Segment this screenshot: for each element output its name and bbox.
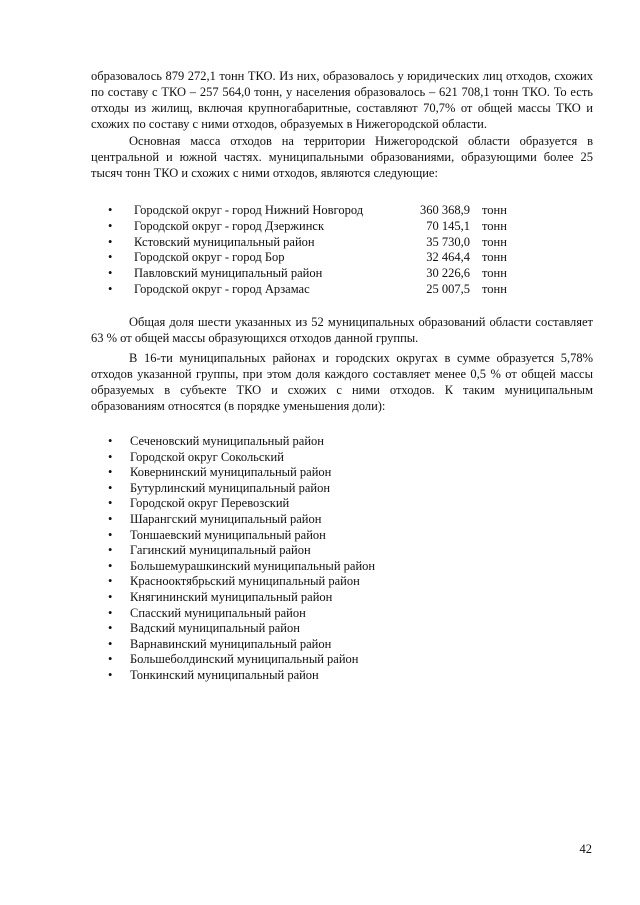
- list-item: [108, 559, 508, 575]
- list-item: [108, 606, 508, 622]
- paragraph-text: В 16-ти муниципальных районах и городских округах в сумме образуется 5,78% отходов указанной группы, при этом доля каждого составляет менее 0,5 % от общей массы образуемых в субъекте ТКО и схожих с ними отходов. К таким муниципальным образованиям относятся (в порядке уменьшения доли):: [91, 351, 593, 413]
- waste-amount: 360 368,9: [420, 203, 470, 217]
- paragraph-main-mass: [91, 133, 593, 181]
- municipality-name: Большемурашкинский муниципальный район: [130, 558, 376, 573]
- list-item: [108, 668, 508, 684]
- list-item: [108, 465, 508, 481]
- list-item: [108, 652, 508, 668]
- paragraph-text: Общая доля шести указанных из 52 муниципальных образований области составляет 63 % от общей массы образующихся отходов данной группы.: [91, 315, 593, 345]
- paragraph-small-municipalities: [91, 350, 593, 414]
- bullet-icon: •: [108, 636, 113, 651]
- list-item: [108, 203, 508, 219]
- paragraph-share: [91, 314, 593, 346]
- bullet-icon: •: [108, 667, 113, 682]
- list-item: [108, 512, 508, 528]
- paragraph-text: образовалось 879 272,1 тонн ТКО. Из них, образовалось у юридических лиц отходов, схожих по составу с ТКО – 257 564,0 тонн, у населения образовалось – 621 708,1 тонн ТКО. То есть отходы из жилищ, включая крупногабаритные, составляют 70,7% от общей массы ТКО и схожих по составу с ними отходов, образуемых в Нижегородской области.: [91, 69, 593, 131]
- municipality-name: Тонкинский муниципальный район: [130, 667, 319, 682]
- list-item: [108, 266, 508, 282]
- bullet-icon: •: [108, 465, 113, 480]
- bullet-icon: •: [108, 652, 113, 667]
- bullet-icon: •: [108, 574, 113, 589]
- list-item: [108, 434, 508, 450]
- list-item: [108, 496, 508, 512]
- municipality-name: Вадский муниципальный район: [130, 621, 300, 636]
- list-item: [108, 590, 508, 606]
- municipality-name: Тоншаевский муниципальный район: [130, 527, 326, 542]
- municipality-name: Большеболдинский муниципальный район: [130, 652, 359, 667]
- municipality-name: Бутурлинский муниципальный район: [130, 480, 331, 495]
- list-item: [108, 543, 508, 559]
- municipality-name: Гагинский муниципальный район: [130, 543, 311, 558]
- bullet-icon: •: [108, 589, 113, 604]
- list-item: [108, 528, 508, 544]
- municipality-name: Краснооктябрьский муниципальный район: [130, 574, 360, 589]
- municipality-name: Сеченовский муниципальный район: [130, 434, 324, 448]
- bullet-icon: •: [108, 266, 113, 281]
- list-item: [108, 621, 508, 637]
- bullet-icon: •: [108, 449, 113, 464]
- municipality-name: Городской округ - город Арзамас: [134, 281, 310, 296]
- bullet-icon: •: [108, 250, 113, 265]
- list-item: [108, 219, 508, 235]
- waste-amount: 25 007,5: [426, 281, 470, 296]
- bullet-icon: •: [108, 218, 113, 233]
- top-municipalities-list: [108, 203, 508, 298]
- municipality-name: Городской округ - город Дзержинск: [134, 218, 325, 233]
- municipality-name: Городской округ - город Бор: [134, 250, 285, 265]
- waste-unit: тонн: [482, 250, 507, 265]
- list-item: [108, 481, 508, 497]
- municipality-name: Городской округ Перевозский: [130, 496, 290, 511]
- municipality-name: Варнавинский муниципальный район: [130, 636, 332, 651]
- municipality-name: Ковернинский муниципальный район: [130, 465, 332, 480]
- waste-amount: 32 464,4: [426, 250, 470, 265]
- bullet-icon: •: [108, 511, 113, 526]
- municipality-name: Шарангский муниципальный район: [130, 511, 322, 526]
- bullet-icon: •: [108, 480, 113, 495]
- waste-unit: тонн: [482, 203, 507, 217]
- page-number: 42: [579, 842, 592, 856]
- paragraph-text: Основная масса отходов на территории Нижегородской области образуется в центральной и южной частях. муниципальными образованиями, образующими более 25 тысяч тонн ТКО и схожих с ними отходов, являются следующие:: [91, 134, 593, 180]
- list-item: [108, 250, 508, 266]
- municipality-name: Кстовский муниципальный район: [134, 234, 315, 249]
- bullet-icon: •: [108, 434, 113, 448]
- municipality-name: Княгининский муниципальный район: [130, 589, 333, 604]
- bullet-icon: •: [108, 527, 113, 542]
- municipality-name: Городской округ Сокольский: [130, 449, 284, 464]
- waste-unit: тонн: [482, 234, 507, 249]
- bullet-icon: •: [108, 558, 113, 573]
- bullet-icon: •: [108, 496, 113, 511]
- municipality-name: Городской округ - город Нижний Новгород: [134, 203, 364, 217]
- waste-amount: 35 730,0: [426, 234, 470, 249]
- list-item: [108, 282, 508, 298]
- list-item: [108, 637, 508, 653]
- bullet-icon: •: [108, 203, 113, 217]
- bullet-icon: •: [108, 605, 113, 620]
- bullet-icon: •: [108, 621, 113, 636]
- list-item: [108, 235, 508, 251]
- municipality-name: Павловский муниципальный район: [134, 266, 323, 281]
- waste-unit: тонн: [482, 218, 507, 233]
- waste-amount: 70 145,1: [426, 218, 470, 233]
- waste-amount: 30 226,6: [426, 266, 470, 281]
- waste-unit: тонн: [482, 281, 507, 296]
- list-item: [108, 574, 508, 590]
- small-municipalities-list: [108, 434, 508, 684]
- paragraph-waste-total: [91, 68, 593, 132]
- waste-unit: тонн: [482, 266, 507, 281]
- bullet-icon: •: [108, 281, 113, 296]
- list-item: [108, 450, 508, 466]
- bullet-icon: •: [108, 543, 113, 558]
- municipality-name: Спасский муниципальный район: [130, 605, 306, 620]
- bullet-icon: •: [108, 234, 113, 249]
